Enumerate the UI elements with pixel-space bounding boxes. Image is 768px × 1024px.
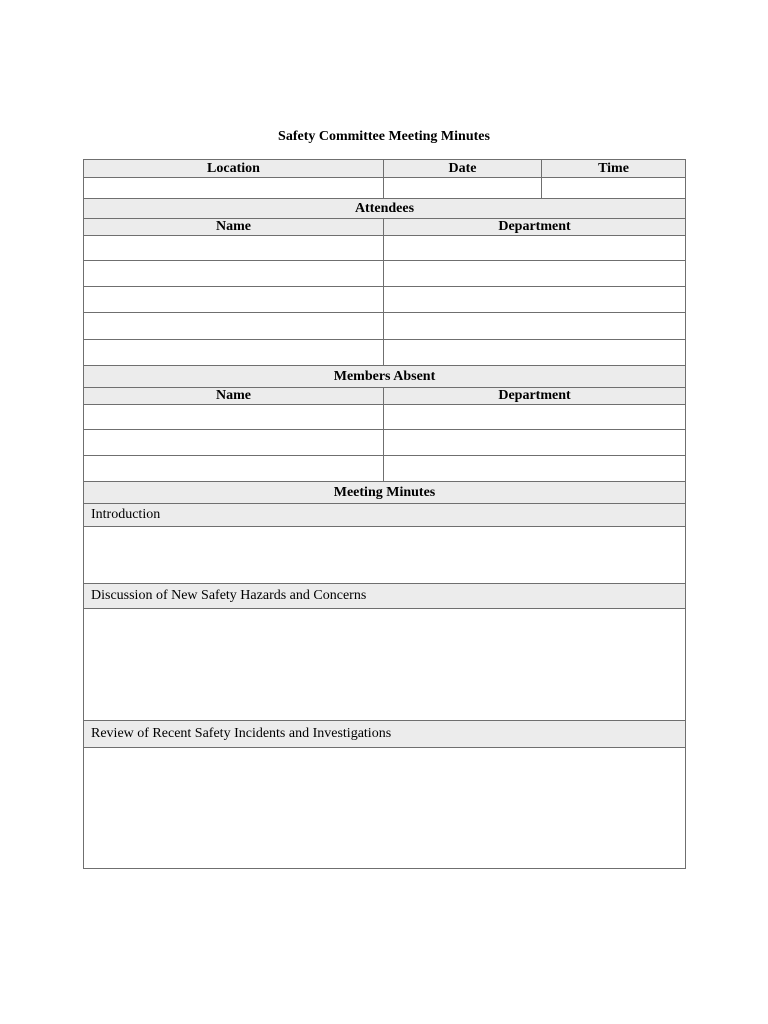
attendee-name-field[interactable]	[84, 287, 384, 313]
attendees-department-header: Department	[384, 219, 686, 236]
absent-name-field[interactable]	[84, 405, 384, 430]
attendee-name-field[interactable]	[84, 340, 384, 366]
attendee-name-field[interactable]	[84, 236, 384, 261]
introduction-label: Introduction	[84, 504, 686, 527]
date-header: Date	[384, 160, 542, 178]
absent-name-field[interactable]	[84, 456, 384, 482]
attendee-name-field[interactable]	[84, 261, 384, 287]
attendee-department-field[interactable]	[384, 340, 686, 366]
attendee-department-field[interactable]	[384, 236, 686, 261]
absent-name-field[interactable]	[84, 430, 384, 456]
date-field[interactable]	[384, 178, 542, 199]
hazards-discussion-field[interactable]	[84, 609, 686, 721]
attendees-name-header: Name	[84, 219, 384, 236]
attendee-department-field[interactable]	[384, 313, 686, 340]
absent-department-field[interactable]	[384, 456, 686, 482]
hazards-discussion-label: Discussion of New Safety Hazards and Concerns	[84, 584, 686, 609]
location-field[interactable]	[84, 178, 384, 199]
members-absent-heading: Members Absent	[84, 366, 686, 388]
incidents-review-field[interactable]	[84, 748, 686, 869]
attendee-department-field[interactable]	[384, 287, 686, 313]
meeting-minutes-heading: Meeting Minutes	[84, 482, 686, 504]
introduction-field[interactable]	[84, 527, 686, 584]
absent-department-header: Department	[384, 388, 686, 405]
page-title: Safety Committee Meeting Minutes	[278, 129, 490, 144]
absent-name-header: Name	[84, 388, 384, 405]
attendee-department-field[interactable]	[384, 261, 686, 287]
time-field[interactable]	[542, 178, 686, 199]
minutes-form-table	[83, 159, 686, 869]
absent-department-field[interactable]	[384, 430, 686, 456]
attendee-name-field[interactable]	[84, 313, 384, 340]
incidents-review-label: Review of Recent Safety Incidents and Investigations	[84, 721, 686, 748]
attendees-heading: Attendees	[84, 199, 686, 219]
absent-department-field[interactable]	[384, 405, 686, 430]
location-header: Location	[84, 160, 384, 178]
time-header: Time	[542, 160, 686, 178]
